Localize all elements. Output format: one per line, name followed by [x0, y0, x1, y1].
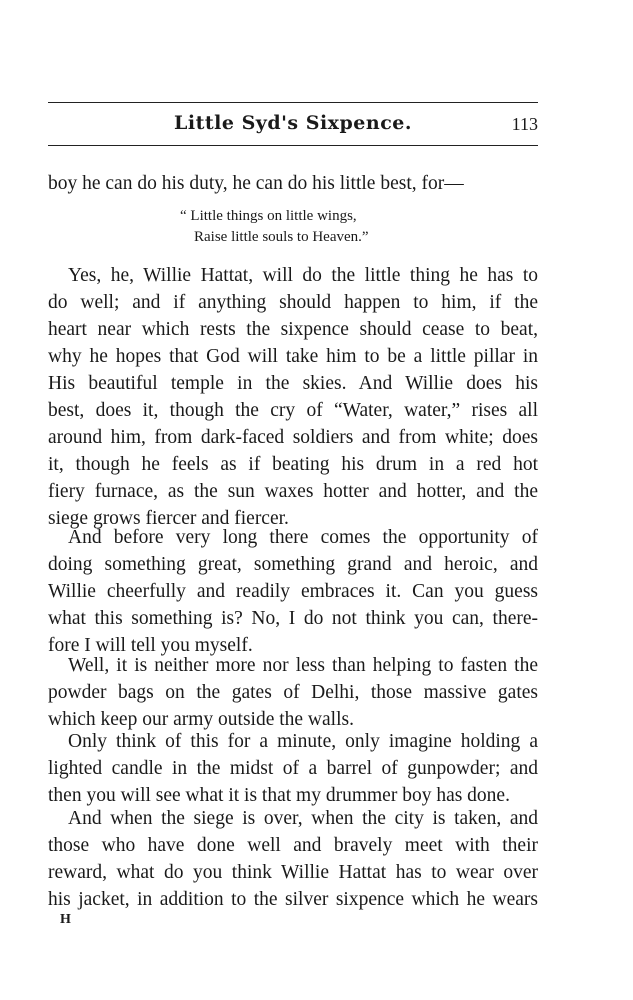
verse-quotation: [180, 206, 369, 248]
paragraph-6: [48, 805, 538, 913]
text-line: And before very long there comes the opportunity of: [68, 527, 538, 548]
text-line: those who have done well and bravely meet with their: [48, 835, 538, 856]
text-line: boy he can do his duty, he can do his little best, for—: [48, 173, 464, 194]
text-line: fiery furnace, as the sun waxes hotter and hotter, and the: [48, 481, 538, 502]
text-line: And when the siege is over, when the city is taken, and: [68, 808, 538, 829]
text-line: Only think of this for a minute, only imagine holding a: [68, 731, 538, 752]
text-line: do well; and if anything should happen to him, if the: [48, 292, 538, 313]
text-line: then you will see what it is that my drummer boy has done.: [48, 785, 510, 806]
paragraph-1: [48, 170, 538, 197]
text-line: why he hopes that God will take him to be a little pillar in: [48, 346, 538, 367]
header-top-rule: [48, 102, 538, 103]
header-bottom-rule: [48, 145, 538, 146]
text-line: Well, it is neither more nor less than helping to fasten the: [68, 655, 538, 676]
text-line: siege grows fiercer and fiercer.: [48, 508, 289, 529]
text-line: His beautiful temple in the skies. And Willie does his: [48, 373, 538, 394]
verse-line-2: Raise little souls to Heaven.”: [194, 229, 369, 245]
text-line: heart near which rests the sixpence should cease to beat,: [48, 319, 538, 340]
text-line: which keep our army outside the walls.: [48, 709, 354, 730]
text-line: around him, from dark-faced soldiers and from white; does: [48, 427, 538, 448]
verse-line-1: “ Little things on little wings,: [180, 208, 357, 224]
text-line: Willie cheerfully and readily embraces it. Can you guess: [48, 581, 538, 602]
paragraph-5: [48, 728, 538, 809]
text-line: his jacket, in addition to the silver sixpence which he wears: [48, 889, 538, 910]
text-line: it, though he feels as if beating his drum in a red hot: [48, 454, 538, 475]
paragraph-2: [48, 262, 538, 532]
text-line: reward, what do you think Willie Hattat has to wear over: [48, 862, 538, 883]
text-line: best, does it, though the cry of “Water, water,” rises all: [48, 400, 538, 421]
signature-mark: H: [60, 912, 72, 927]
running-title: Little Syd's Sixpence.: [174, 112, 412, 134]
text-line: what this something is? No, I do not think you can, there-: [48, 608, 538, 629]
text-line: lighted candle in the midst of a barrel of gunpowder; and: [48, 758, 538, 779]
paragraph-4: [48, 652, 538, 733]
text-line: doing something great, something grand and heroic, and: [48, 554, 538, 575]
page-number: 113: [511, 114, 538, 134]
running-head: [48, 112, 538, 140]
text-line: powder bags on the gates of Delhi, those massive gates: [48, 682, 538, 703]
text-line: fore I will tell you myself.: [48, 635, 253, 656]
text-line: Yes, he, Willie Hattat, will do the little thing he has to: [68, 265, 538, 286]
paragraph-3: [48, 524, 538, 659]
